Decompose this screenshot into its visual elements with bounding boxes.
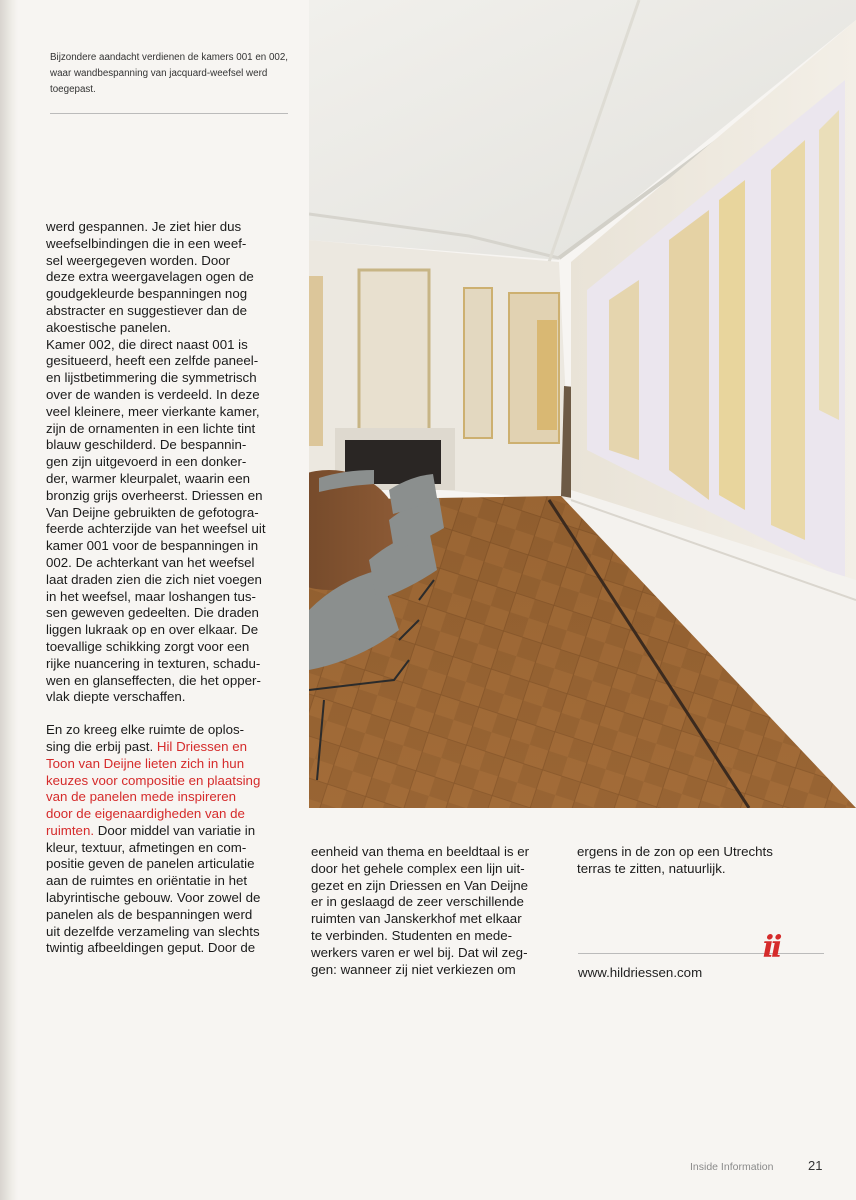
highlighted-quote: Hil Driessen en Toon van Deijne lieten zich in hun keuzes voor compositie en plaatsing van de panelen mede inspireren door de eigenaardigheden van de ruimten.: [46, 738, 261, 838]
interior-photo: [309, 0, 856, 808]
inside-information-logo: ii: [762, 930, 780, 965]
paragraph: [46, 722, 292, 957]
website-link[interactable]: www.hildriessen.com: [578, 965, 703, 980]
paragraph-text: Door middel van variatie in kleur, textuur, afmetingen en com- positie geven de panelen articulatie aan de ruimtes en oriëntatie in het labyrintische gebouw. Voor zowel de panelen als de bespanningen werd uit dezelfde verzameling van slechts twintig afbeeldingen geput. Door de: [46, 822, 261, 956]
page-number: 21: [808, 1158, 823, 1173]
paragraph-text: En zo kreeg elke ruimte de oplos- sing die erbij past.: [46, 722, 245, 754]
photo-caption: Bijzondere aandacht verdienen de kamers 001 en 002, waar wandbespanning van jacquard-weefsel werd toegepast.: [50, 52, 289, 95]
paragraph: eenheid van thema en beeldtaal is er door het gehele complex een lijn uit- gezet en zijn Driessen en Van Deijne er in geslaagd de zeer verschillende ruimten van Janskerkhof met elkaar te verbinden. Studenten en mede- werkers varen er wel bij. Dat wil zeg- gen: wanneer zij niet verkiezen om: [311, 844, 530, 977]
article-column-1: [46, 219, 292, 957]
page-spine-shadow: [0, 0, 18, 1200]
article-column-3: [577, 844, 817, 878]
caption-divider: [50, 113, 288, 114]
article-column-2: [311, 844, 561, 978]
publication-name: Inside Information: [690, 1161, 774, 1173]
paragraph: werd gespannen. Je ziet hier dus weefselbindingen die in een weef- sel weergegeven worden. Door deze extra weergavelagen ogen de goudgekleurde bespanningen nog abstracter en suggestiever dan de akoestische panelen. Kamer 002, die direct naast 001 is gesitueerd, heeft een zelfde paneel- en lijstbetimmering die symmetrisch over de wanden is verdeeld. In deze veel kleinere, meer vierkante kamer, zijn de ornamenten in een lichte tint blauw geschilderd. De bespannin- gen zijn uitgevoerd in een donker- der, warmer kleurpalet, waarin een bronzig grijs overheerst. Driessen en Van Deijne gebruikten de gefotogra- feerde achterzijde van het weefsel uit kamer 001 voor de bespanningen in 002. De achterkant van het weefsel laat draden zien die zich niet voegen in het weefsel, maar loshangen tus- sen geweven gedeelten. Die draden liggen lukraak op en over elkaar. De toevallige schikking zorgt voor een rijke nuancering in texturen, schadu- wen en glanseffecten, die het opper- vlak diepte verschaffen.: [46, 219, 266, 705]
paragraph: ergens in de zon op een Utrechts terras te zitten, natuurlijk.: [577, 844, 773, 876]
